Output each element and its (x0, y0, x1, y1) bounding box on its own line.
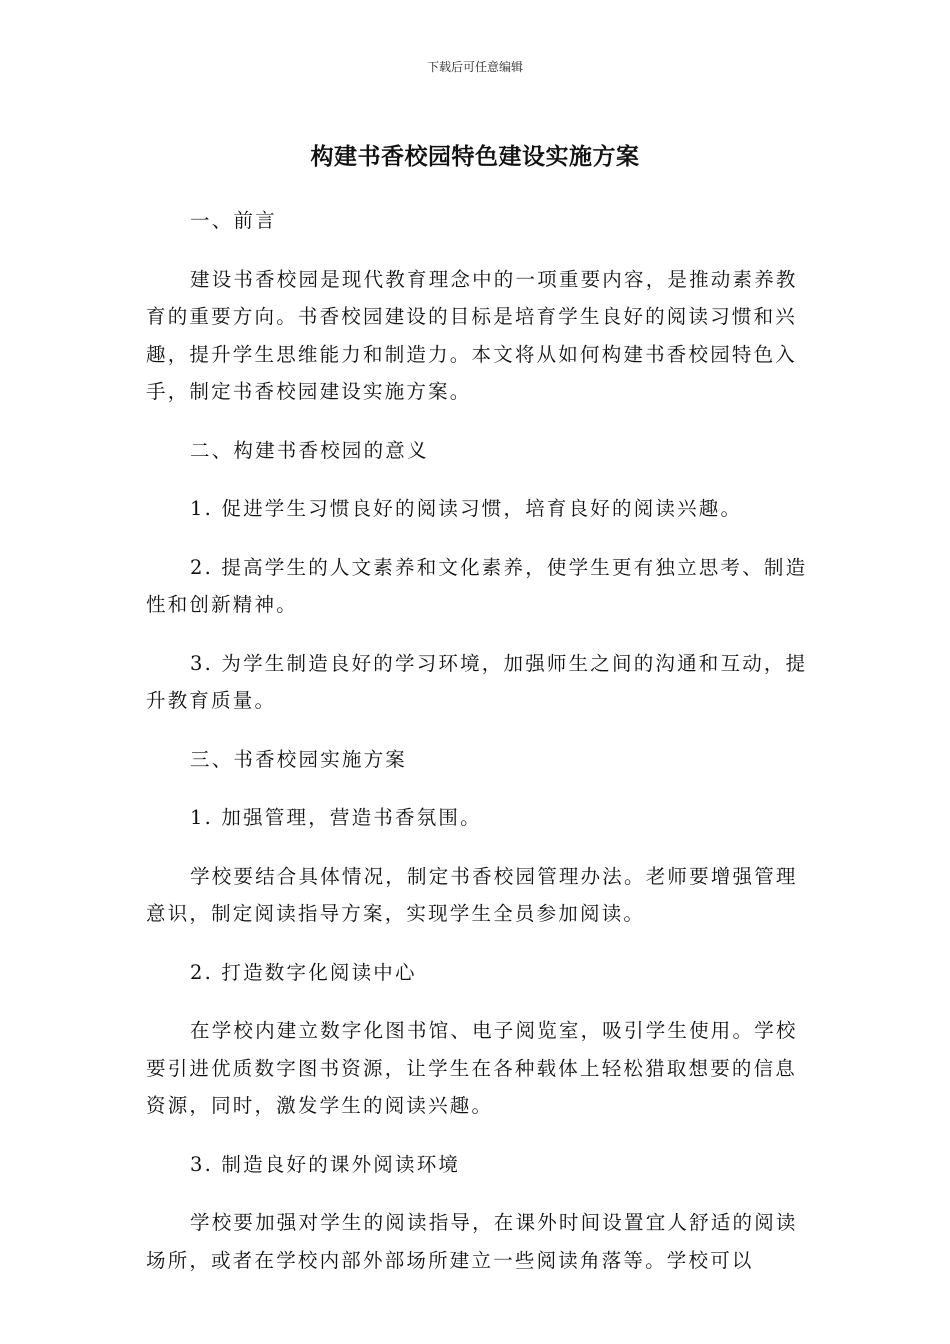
subheading: 2. 打造数字化阅读中心 (190, 960, 417, 984)
paragraph: 学校要加强对学生的阅读指导，在课外时间设置宜人舒适的阅读场所，或者在学校内部外部场所建立一些阅读角落等。学校可以 (146, 1211, 798, 1272)
document-title: 构建书香校园特色建设实施方案 (310, 144, 640, 170)
section-heading-significance: 二、构建书香校园的意义 (190, 438, 429, 462)
document-body (146, 202, 808, 1300)
list-item: 1. 促进学生习惯良好的阅读习惯，培育良好的阅读兴趣。 (190, 497, 743, 520)
list-item: 3. 为学生制造良好的学习环境，加强师生之间的沟通和互动，提升教育质量。 (146, 651, 808, 712)
subheading: 1. 加强管理，营造书香氛围。 (190, 806, 482, 829)
paragraph: 学校要结合具体情况，制定书香校园管理办法。老师要增强管理意识，制定阅读指导方案，实现学生全员参加阅读。 (146, 864, 798, 925)
section-heading-plan: 三、书香校园实施方案 (190, 747, 408, 771)
paragraph: 建设书香校园是现代教育理念中的一项重要内容，是推动素养教育的重要方向。书香校园建设的目标是培育学生良好的阅读习惯和兴趣，提升学生思维能力和制造力。本文将从如何构建书香校园特色入手，制定书香校园建设实施方案。 (146, 267, 798, 403)
paragraph: 在学校内建立数字化图书馆、电子阅览室，吸引学生使用。学校要引进优质数字图书资源，让学生在各种载体上轻松猎取想要的信息资源，同时，激发学生的阅读兴趣。 (146, 1019, 798, 1117)
subheading: 3. 制造良好的课外阅读环境 (190, 1152, 461, 1176)
list-item: 2. 提高学生的人文素养和文化素养，使学生更有独立思考、制造性和创新精神。 (146, 555, 808, 616)
header-note: 下载后可任意编辑 (426, 60, 523, 74)
section-heading-preface: 一、前言 (190, 209, 277, 232)
